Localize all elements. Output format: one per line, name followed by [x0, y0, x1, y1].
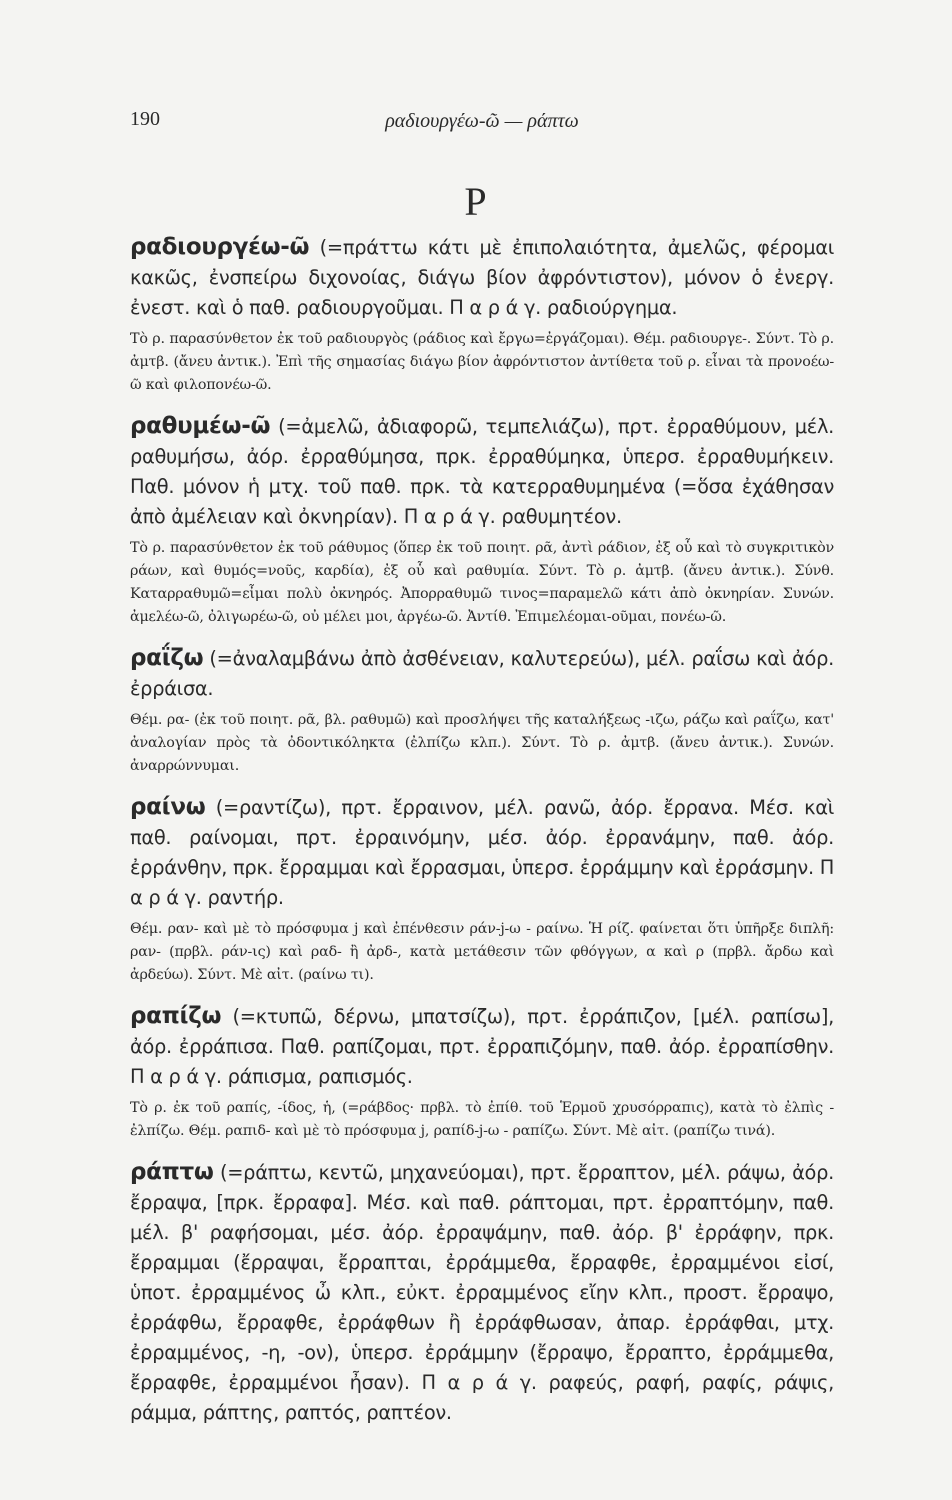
- section-letter: Ρ: [464, 179, 488, 224]
- entry-main: [130, 792, 834, 913]
- entries-list: [130, 232, 834, 1434]
- entry-definition: (=ἀναλαμβάνω ἀπὸ ἀσθένειαν, καλυτερεύω), μέλ. ραΐσω καὶ ἀόρ. ἐρράισα.: [130, 647, 834, 700]
- entry-rapto: [130, 1157, 834, 1428]
- entry-note: Τὸ ρ. παρασύνθετον ἐκ τοῦ ράθυμος (ὅπερ ἐκ τοῦ ποιητ. ρᾶ, ἀντὶ ράδιον, ἐξ οὗ καὶ τὸ συγκριτικὸν ράων, καὶ θυμός=νοῦς, καρδία), ἐξ οὗ καὶ ραθυμία. Σύντ. Τὸ ρ. ἀμτβ. (ἄνευ ἀντικ.). Σύνθ. Καταρραθυμῶ=εἶμαι πολὺ ὀκνηρός. Ἀπορραθυμῶ τινος=παραμελῶ κάτι ἀπὸ ὀκνηρίαν. Συνών. ἀμελέω-ῶ, ὀλιγωρέω-ῶ, οὐ μέλει μοι, ἀργέω-ῶ. Ἀντίθ. Ἐπιμελέομαι-οῦμαι, πονέω-ῶ.: [130, 540, 834, 625]
- entry-main: [130, 1001, 834, 1092]
- entry-raizo: [130, 643, 834, 778]
- headword: ραΐζω: [130, 645, 204, 671]
- entry-definition: (=κτυπῶ, δέρνω, μπατσίζω), πρτ. ἐρράπιζον, [μέλ. ραπίσω], ἀόρ. ἐρράπισα. Παθ. ραπίζομαι, πρτ. ἐρραπιζόμην, παθ. ἀόρ. ἐρραπίσθην. Π α ρ ά γ. ράπισμα, ραπισμός.: [130, 1005, 834, 1088]
- page-header: [130, 108, 834, 138]
- headword: ραπίζω: [130, 1003, 222, 1029]
- entry-definition: (=ραντίζω), πρτ. ἔρραινον, μέλ. ρανῶ, ἀόρ. ἔρρανα. Μέσ. καὶ παθ. ραίνομαι, πρτ. ἐρραινόμην, μέσ. ἀόρ. ἐρρανάμην, παθ. ἀόρ. ἐρράνθην, πρκ. ἔρραμμαι καὶ ἔρρασμαι, ὑπερσ. ἐρράμμην καὶ ἐρράσμην. Π α ρ ά γ. ραντήρ.: [130, 796, 834, 909]
- entry-main: [130, 411, 834, 532]
- entry-definition: (=ράπτω, κεντῶ, μηχανεύομαι), πρτ. ἔρραπτον, μέλ. ράψω, ἀόρ. ἔρραψα, [πρκ. ἔρραφα]. Μέσ. καὶ παθ. ράπτομαι, πρτ. ἐρραπτόμην, παθ. μέλ. β' ραφήσομαι, μέσ. ἀόρ. ἐρραψάμην, παθ. ἀόρ. β' ἐρράφην, πρκ. ἔρραμμαι (ἔρραψαι, ἔρραπται, ἐρράμμεθα, ἔρραφθε, ἐρραμμένοι εἰσί, ὑποτ. ἐρραμμένος ὦ κλπ., εὐκτ. ἐρραμμένος εἴην κλπ., προστ. ἔρραψο, ἐρράφθω, ἔρραφθε, ἐρράφθων ἢ ἐρράφθωσαν, ἀπαρ. ἐρράφθαι, μτχ. ἐρραμμένος, -η, -ον), ὑπερσ. ἐρράμμην (ἔρραψο, ἔρραπτο, ἐρράμμεθα, ἔρραφθε, ἐρραμμένοι ἦσαν). Π α ρ ά γ. ραφεύς, ραφή, ραφίς, ράψις, ράμμα, ράπτης, ραπτός, ραπτέον.: [130, 1161, 834, 1424]
- entry-note: Θέμ. ραν- καὶ μὲ τὸ πρόσφυμα j καὶ ἐπένθεσιν ράν-j-ω - ραίνω. Ἡ ρίζ. φαίνεται ὅτι ὑπῆρξε διπλῆ: ραν- (πρβλ. ράν-ις) καὶ ραδ- ἢ ἀρδ-, κατὰ μετάθεσιν τῶν φθόγγων, α καὶ ρ (πρβλ. ἄρδω καὶ ἀρδεύω). Σύντ. Μὲ αἰτ. (ραίνω τι).: [130, 921, 834, 983]
- entry-definition: (=πράττω κάτι μὲ ἐπιπολαιότητα, ἀμελῶς, φέρομαι κακῶς, ἐνσπείρω διχονοίας, διάγω βίον ἀφρόντιστον), μόνον ὁ ἐνεργ. ἐνεστ. καὶ ὁ παθ. ραδιουργοῦμαι. Π α ρ ά γ. ραδιούργημα.: [130, 236, 834, 319]
- headword: ραίνω: [130, 794, 206, 820]
- entry-definition: (=ἀμελῶ, ἀδιαφορῶ, τεμπελιάζω), πρτ. ἐρραθύμουν, μέλ. ραθυμήσω, ἀόρ. ἐρραθύμησα, πρκ. ἐρραθύμηκα, ὑπερσ. ἐρραθυμήκειν. Παθ. μόνον ἡ μτχ. τοῦ παθ. πρκ. τὰ κατερραθυμημένα (=ὅσα ἐχάθησαν ἀπὸ ἀμέλειαν καὶ ὀκνηρίαν). Π α ρ ά γ. ραθυμητέον.: [130, 415, 834, 528]
- entry-rapizo: [130, 1001, 834, 1143]
- entry-radiourgeo: [130, 232, 834, 397]
- headword: ραδιουργέω-ῶ: [130, 234, 310, 260]
- entry-main: [130, 1157, 834, 1428]
- headword: ράπτω: [130, 1159, 214, 1185]
- entry-note: Τὸ ρ. ἐκ τοῦ ραπίς, -ίδος, ἡ, (=ράβδος· πρβλ. τὸ ἐπίθ. τοῦ Ἑρμοῦ χρυσόρραπις), κατὰ τὸ ἐλπὶς - ἐλπίζω. Θέμ. ραπιδ- καὶ μὲ τὸ πρόσφυμα j, ραπίδ-j-ω - ραπίζω. Σύντ. Μὲ αἰτ. (ραπίζω τινά).: [130, 1100, 834, 1139]
- entry-rathymeo: [130, 411, 834, 629]
- entry-main: [130, 232, 834, 323]
- entry-note: Θέμ. ρα- (ἐκ τοῦ ποιητ. ρᾶ, βλ. ραθυμῶ) καὶ προσλήψει τῆς καταλήξεως -ιζω, ράζω καὶ ραΐζω, κατ' ἀναλογίαν πρὸς τὰ ὀδοντικόληκτα (ἐλπίζω κλπ.). Σύντ. Τὸ ρ. ἀμτβ. (ἄνευ ἀντικ.). Συνών. ἀναρρώννυμαι.: [130, 712, 834, 774]
- entry-main: [130, 643, 834, 704]
- entry-raino: [130, 792, 834, 987]
- entry-note: Τὸ ρ. παρασύνθετον ἐκ τοῦ ραδιουργὸς (ράδιος καὶ ἔργω=ἐργάζομαι). Θέμ. ραδιουργε-. Σύντ. Τὸ ρ. ἀμτβ. (ἄνευ ἀντικ.). Ἐπὶ τῆς σημασίας διάγω βίον ἀφρόντιστον ἀντίθετα τοῦ ρ. εἶναι τὰ προνοέω-ῶ καὶ φιλοπονέω-ῶ.: [130, 331, 834, 393]
- running-head: ραδιουργέω-ῶ — ράπτω: [385, 110, 579, 132]
- page-number: 190: [130, 108, 160, 130]
- headword: ραθυμέω-ῶ: [130, 413, 271, 439]
